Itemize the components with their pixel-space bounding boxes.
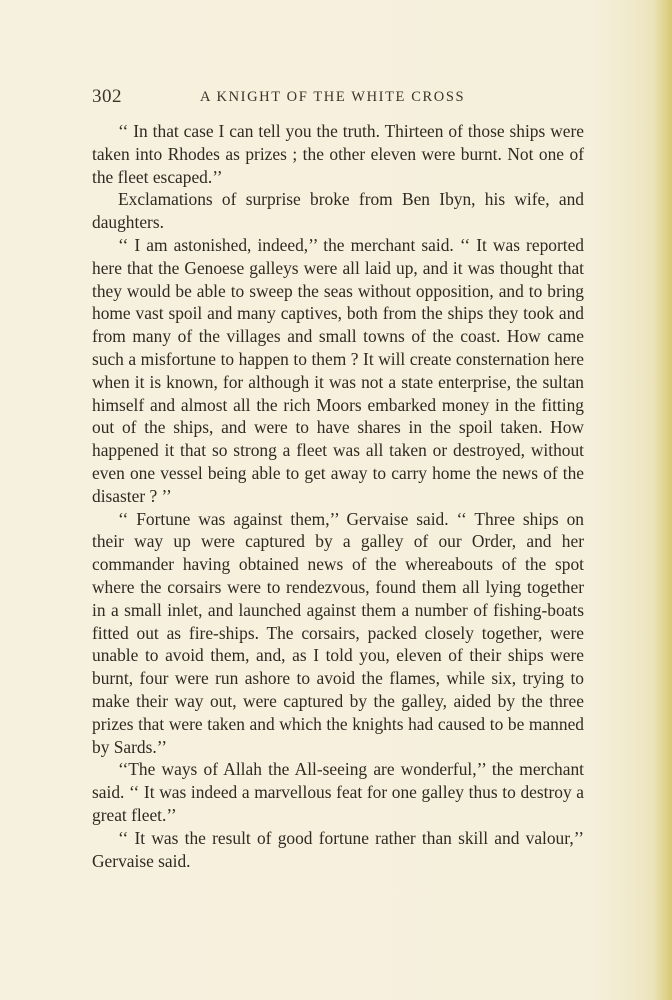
body-text [92,120,584,872]
paragraph: ‘‘ In that case I can tell you the truth. Thirteen of those ships were taken into Rhodes as prizes ; the other eleven were burnt. Not one of the fleet escaped.’’ [92,121,584,187]
paragraph: ‘‘ I am astonished, indeed,’’ the merchant said. ‘‘ It was reported here that the Genoese galleys were all laid up, and it was thought that they would be able to sweep the seas without opposition, and to bring home vast spoil and many captives, both from the ships they took and from many of the villages and small towns of the coast. How came such a misfortune to happen to them ? It will create consternation here when it is known, for although it was not a state enterprise, the sultan himself and almost all the rich Moors embarked money in the fitting out of the ships, and were to have shares in the spoil taken. How happened it that so strong a fleet was all taken or destroyed, without even one vessel being able to get away to carry home the news of the disaster ? ’’ [92,234,584,506]
paragraph: ‘‘ It was the result of good fortune rather than skill and valour,’’ Gervaise said. [92,827,584,871]
page-header [92,86,584,108]
running-head: A KNIGHT OF THE WHITE CROSS [200,89,466,105]
paragraph: Exclamations of surprise broke from Ben Ibyn, his wife, and daughters. [92,189,584,233]
paragraph: ‘‘ Fortune was against them,’’ Gervaise said. ‘‘ Three ships on their way up were captured by a galley of our Order, and her commander having obtained news of the whereabouts of the spot where the corsairs were to rendezvous, found them all lying together in a small inlet, and launched against them a number of fishing-boats fitted out as fire-ships. The corsairs, packed closely together, were unable to avoid them, and, as I told you, eleven of their ships were burnt, four were run ashore to avoid the flames, while six, trying to make their way out, were captured by the galley, aided by the three prizes that were taken and which the knights had caused to be manned by Sards.’’ [92,508,584,757]
page-edge-shadow [654,0,672,1000]
page-number: 302 [92,86,122,107]
paragraph: ‘‘The ways of Allah the All-seeing are wonderful,’’ the merchant said. ‘‘ It was indeed a marvellous feat for one galley thus to destroy a great fleet.’’ [92,759,584,825]
